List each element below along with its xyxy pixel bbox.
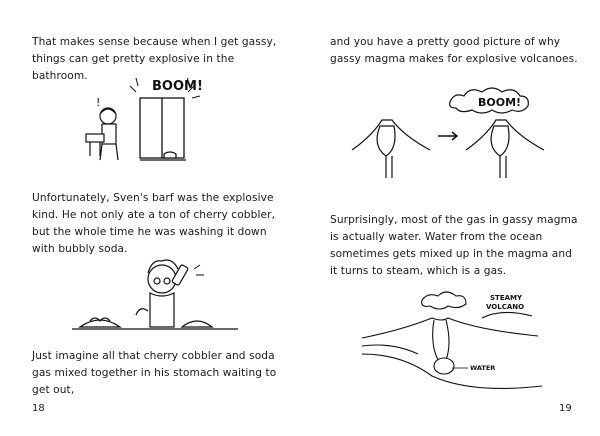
steamy-label-line2: VOLCANO [486,303,525,311]
right-paragraph-1: and you have a pretty good picture of why gassy magma makes for explosive volcanoes. [330,36,578,65]
left-paragraph-1: That makes sense because when I get gassy, things can get pretty explosive in the bathroom. [32,36,277,82]
steamy-volcano-illustration [362,288,542,398]
ocean-line [362,345,418,354]
left-page-number: 18 [32,403,45,414]
water-label: WATER [470,364,496,372]
svg-text:!: ! [96,96,101,109]
distant-mountain [482,312,532,318]
water-pocket [434,358,454,374]
boom-text: BOOM! [152,79,203,94]
boom-text: BOOM! [478,96,522,109]
right-page-number: 19 [559,403,572,414]
steam-cloud [422,292,466,309]
left-paragraph-3: Just imagine all that cherry cobbler and soda gas mixed together in his stomach waiting to get out, [32,350,277,396]
volcano-boom-illustration [350,82,550,182]
volcano-outline [362,318,538,338]
right-paragraph-2: Surprisingly, most of the gas in gassy magma is actually water. Water from the ocean sometimes gets mixed up in the magma and it turns to steam, which is a gas. [330,214,578,277]
steamy-label-line1: STEAMY [490,294,523,302]
left-paragraph-2: Unfortunately, Sven's barf was the explosive kind. He not only ate a ton of cherry cobbler, but the whole time he was washing it down with bubbly soda. [32,192,276,255]
